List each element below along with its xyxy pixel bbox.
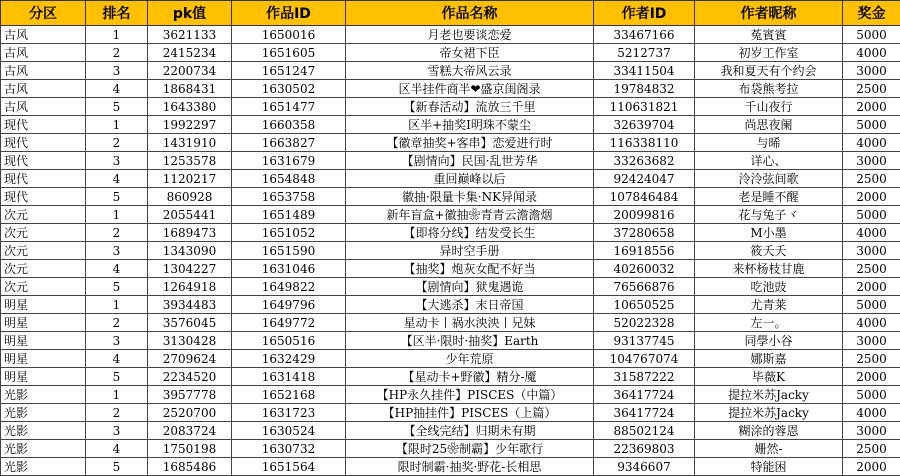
- cell-author-id: 32639704: [594, 116, 695, 134]
- table-row: [1, 62, 900, 80]
- table-row: [1, 458, 900, 476]
- cell-division: 现代: [1, 170, 86, 188]
- cell-work-id: 1632429: [232, 350, 346, 368]
- cell-rank: 4: [86, 350, 148, 368]
- cell-division: 古风: [1, 80, 86, 98]
- table-row: [1, 242, 900, 260]
- cell-work-id: 1649796: [232, 296, 346, 314]
- cell-rank: 3: [86, 62, 148, 80]
- cell-prize: 3000: [843, 152, 900, 170]
- cell-work-id: 1631046: [232, 260, 346, 278]
- table-row: [1, 116, 900, 134]
- cell-author-id: 92424047: [594, 170, 695, 188]
- cell-rank: 3: [86, 422, 148, 440]
- table-row: [1, 44, 900, 62]
- cell-author-name: 糊涂的蓉恩: [695, 422, 843, 440]
- cell-work-id: 1630502: [232, 80, 346, 98]
- cell-author-name: 吃池豉: [695, 278, 843, 296]
- cell-division: 光影: [1, 458, 86, 476]
- cell-division: 明星: [1, 296, 86, 314]
- header-row: [1, 1, 900, 26]
- cell-author-id: 36417724: [594, 404, 695, 422]
- cell-pk-value: 2415234: [148, 44, 232, 62]
- cell-work-id: 1630732: [232, 440, 346, 458]
- cell-rank: 2: [86, 134, 148, 152]
- cell-work-id: 1654848: [232, 170, 346, 188]
- cell-author-id: 40260032: [594, 260, 695, 278]
- cell-division: 古风: [1, 62, 86, 80]
- cell-rank: 3: [86, 242, 148, 260]
- cell-rank: 3: [86, 152, 148, 170]
- cell-division: 光影: [1, 404, 86, 422]
- cell-prize: 2500: [843, 80, 900, 98]
- cell-author-id: 33263682: [594, 152, 695, 170]
- cell-rank: 5: [86, 278, 148, 296]
- cell-prize: 2000: [843, 368, 900, 386]
- cell-rank: 1: [86, 296, 148, 314]
- cell-rank: 4: [86, 170, 148, 188]
- cell-work-name: 限时制霸·抽奖·野花-长相思: [346, 458, 594, 476]
- cell-work-id: 1650516: [232, 332, 346, 350]
- cell-pk-value: 1868431: [148, 80, 232, 98]
- cell-author-name: 初岁工作室: [695, 44, 843, 62]
- cell-work-name: 【区半·限时·抽奖】Earth: [346, 332, 594, 350]
- cell-prize: 2500: [843, 440, 900, 458]
- cell-prize: 4000: [843, 134, 900, 152]
- cell-pk-value: 3130428: [148, 332, 232, 350]
- table-header: [1, 1, 900, 26]
- cell-division: 明星: [1, 332, 86, 350]
- table-row: [1, 260, 900, 278]
- cell-rank: 4: [86, 440, 148, 458]
- cell-pk-value: 1120217: [148, 170, 232, 188]
- cell-work-name: 【新春活动】流放三千里: [346, 98, 594, 116]
- cell-work-id: 1660358: [232, 116, 346, 134]
- cell-prize: 5000: [843, 116, 900, 134]
- cell-pk-value: 1264918: [148, 278, 232, 296]
- header-division: 分区: [1, 1, 86, 26]
- cell-rank: 5: [86, 368, 148, 386]
- cell-work-name: 区半挂件商半❤盛京闺阁录: [346, 80, 594, 98]
- table-body: [1, 26, 900, 476]
- cell-division: 古风: [1, 98, 86, 116]
- table-row: [1, 170, 900, 188]
- cell-work-name: 异时空手册: [346, 242, 594, 260]
- cell-work-name: 帝女裙下臣: [346, 44, 594, 62]
- table-row: [1, 188, 900, 206]
- cell-division: 现代: [1, 116, 86, 134]
- cell-author-id: 31587222: [594, 368, 695, 386]
- cell-prize: 2000: [843, 98, 900, 116]
- cell-author-id: 37280658: [594, 224, 695, 242]
- cell-author-name: 毕薇K: [695, 368, 843, 386]
- cell-author-id: 107846484: [594, 188, 695, 206]
- cell-work-name: 【全线完结】归期未有期: [346, 422, 594, 440]
- cell-author-name: 详心、: [695, 152, 843, 170]
- cell-work-id: 1650016: [232, 26, 346, 44]
- cell-work-id: 1631418: [232, 368, 346, 386]
- table-row: [1, 26, 900, 44]
- cell-author-name: 娜斯嘉: [695, 350, 843, 368]
- cell-rank: 5: [86, 98, 148, 116]
- cell-author-name: M小墨: [695, 224, 843, 242]
- header-prize: 奖金: [843, 1, 900, 26]
- table-row: [1, 224, 900, 242]
- cell-division: 古风: [1, 44, 86, 62]
- cell-rank: 2: [86, 314, 148, 332]
- cell-prize: 2500: [843, 170, 900, 188]
- cell-prize: 5000: [843, 206, 900, 224]
- table-row: [1, 98, 900, 116]
- cell-division: 光影: [1, 386, 86, 404]
- cell-rank: 1: [86, 116, 148, 134]
- cell-work-id: 1651489: [232, 206, 346, 224]
- cell-work-name: 重回巅峰以后: [346, 170, 594, 188]
- cell-prize: 2500: [843, 350, 900, 368]
- cell-prize: 4000: [843, 314, 900, 332]
- cell-division: 现代: [1, 134, 86, 152]
- cell-work-name: 【HP抽挂件】PISCES（上篇）: [346, 404, 594, 422]
- cell-author-name: 来杯杨枝甘鹿: [695, 260, 843, 278]
- cell-pk-value: 1750198: [148, 440, 232, 458]
- cell-author-id: 88502124: [594, 422, 695, 440]
- cell-pk-value: 2709624: [148, 350, 232, 368]
- cell-author-name: 菟賓賓: [695, 26, 843, 44]
- cell-prize: 5000: [843, 386, 900, 404]
- cell-division: 明星: [1, 314, 86, 332]
- cell-division: 次元: [1, 278, 86, 296]
- cell-author-name: 提拉米苏Jacky: [695, 386, 843, 404]
- cell-author-name: 千山夜行: [695, 98, 843, 116]
- cell-work-name: 【大逃杀】末日帝国: [346, 296, 594, 314]
- header-author-name: 作者昵称: [695, 1, 843, 26]
- cell-rank: 2: [86, 224, 148, 242]
- cell-division: 次元: [1, 242, 86, 260]
- header-author-id: 作者ID: [594, 1, 695, 26]
- cell-division: 光影: [1, 440, 86, 458]
- cell-author-id: 33411504: [594, 62, 695, 80]
- table-row: [1, 80, 900, 98]
- cell-author-name: 与晞: [695, 134, 843, 152]
- table-row: [1, 152, 900, 170]
- cell-author-id: 36417724: [594, 386, 695, 404]
- table-row: [1, 422, 900, 440]
- cell-work-name: 【即将分线】结发受长生: [346, 224, 594, 242]
- table-row: [1, 314, 900, 332]
- cell-author-name: 同學小谷: [695, 332, 843, 350]
- cell-prize: 2000: [843, 458, 900, 476]
- cell-work-id: 1652168: [232, 386, 346, 404]
- cell-work-id: 1631679: [232, 152, 346, 170]
- cell-rank: 4: [86, 260, 148, 278]
- cell-author-id: 116338110: [594, 134, 695, 152]
- cell-pk-value: 860928: [148, 188, 232, 206]
- table-row: [1, 296, 900, 314]
- cell-author-name: 花与兔子ヾ: [695, 206, 843, 224]
- cell-prize: 4000: [843, 224, 900, 242]
- cell-author-name: 尚思夜阑: [695, 116, 843, 134]
- cell-pk-value: 2055441: [148, 206, 232, 224]
- cell-author-name: 姗然-: [695, 440, 843, 458]
- cell-author-id: 10650525: [594, 296, 695, 314]
- cell-rank: 1: [86, 26, 148, 44]
- table-row: [1, 332, 900, 350]
- cell-pk-value: 3957778: [148, 386, 232, 404]
- cell-author-name: 筱夭夭: [695, 242, 843, 260]
- cell-author-id: 93137745: [594, 332, 695, 350]
- cell-prize: 5000: [843, 26, 900, 44]
- cell-pk-value: 3934483: [148, 296, 232, 314]
- cell-division: 古风: [1, 26, 86, 44]
- cell-work-name: 【剧情向】民国·乱世芳华: [346, 152, 594, 170]
- cell-division: 次元: [1, 260, 86, 278]
- cell-pk-value: 1685486: [148, 458, 232, 476]
- cell-prize: 5000: [843, 296, 900, 314]
- cell-prize: 3000: [843, 422, 900, 440]
- cell-rank: 3: [86, 332, 148, 350]
- cell-prize: 4000: [843, 404, 900, 422]
- cell-author-name: 左一。: [695, 314, 843, 332]
- cell-pk-value: 1689473: [148, 224, 232, 242]
- cell-division: 次元: [1, 206, 86, 224]
- cell-work-name: 徽抽·限量卡集·NK异闻录: [346, 188, 594, 206]
- cell-work-id: 1630524: [232, 422, 346, 440]
- table-row: [1, 404, 900, 422]
- cell-author-name: 老是睡不醒: [695, 188, 843, 206]
- cell-division: 明星: [1, 368, 86, 386]
- cell-pk-value: 1643380: [148, 98, 232, 116]
- cell-work-name: 区半+抽奖I明珠不蒙尘: [346, 116, 594, 134]
- cell-rank: 2: [86, 44, 148, 62]
- cell-prize: 2500: [843, 260, 900, 278]
- cell-pk-value: 2520700: [148, 404, 232, 422]
- cell-author-id: 33467166: [594, 26, 695, 44]
- cell-author-name: 尤青莱: [695, 296, 843, 314]
- cell-prize: 4000: [843, 44, 900, 62]
- cell-work-name: 新年盲盒+徽抽❀青青云澹澹烟: [346, 206, 594, 224]
- cell-division: 现代: [1, 152, 86, 170]
- cell-author-name: 提拉米苏Jacky: [695, 404, 843, 422]
- cell-work-id: 1651590: [232, 242, 346, 260]
- cell-author-id: 5212737: [594, 44, 695, 62]
- cell-rank: 5: [86, 188, 148, 206]
- cell-rank: 4: [86, 80, 148, 98]
- cell-rank: 1: [86, 386, 148, 404]
- table-row: [1, 440, 900, 458]
- cell-work-id: 1653758: [232, 188, 346, 206]
- header-work-id: 作品ID: [232, 1, 346, 26]
- cell-work-name: 【徽章抽奖+客串】恋爱进行时: [346, 134, 594, 152]
- cell-division: 次元: [1, 224, 86, 242]
- header-pk-value: pk值: [148, 1, 232, 26]
- cell-author-id: 16918556: [594, 242, 695, 260]
- cell-author-id: 19784832: [594, 80, 695, 98]
- cell-author-id: 76566876: [594, 278, 695, 296]
- cell-author-id: 110631821: [594, 98, 695, 116]
- cell-prize: 3000: [843, 62, 900, 80]
- cell-pk-value: 3621133: [148, 26, 232, 44]
- cell-prize: 2000: [843, 188, 900, 206]
- cell-work-id: 1631723: [232, 404, 346, 422]
- cell-work-name: 【剧情向】狱鬼遇诡: [346, 278, 594, 296]
- cell-pk-value: 1992297: [148, 116, 232, 134]
- cell-work-name: 【星动卡+野徽】精分-魇: [346, 368, 594, 386]
- table-row: [1, 350, 900, 368]
- cell-pk-value: 1253578: [148, 152, 232, 170]
- header-work-name: 作品名称: [346, 1, 594, 26]
- cell-work-id: 1649822: [232, 278, 346, 296]
- cell-author-id: 52022328: [594, 314, 695, 332]
- cell-work-name: 【HP永久挂件】PISCES（中篇）: [346, 386, 594, 404]
- cell-work-name: 雪糕大帝风云录: [346, 62, 594, 80]
- cell-author-id: 104767074: [594, 350, 695, 368]
- cell-work-name: 月老也要谈恋爱: [346, 26, 594, 44]
- table-row: [1, 386, 900, 404]
- cell-prize: 3000: [843, 332, 900, 350]
- cell-work-id: 1649772: [232, 314, 346, 332]
- cell-author-id: 20099816: [594, 206, 695, 224]
- header-rank: 排名: [86, 1, 148, 26]
- table-row: [1, 134, 900, 152]
- cell-rank: 5: [86, 458, 148, 476]
- cell-work-id: 1651564: [232, 458, 346, 476]
- cell-author-id: 22369803: [594, 440, 695, 458]
- cell-pk-value: 2083724: [148, 422, 232, 440]
- table-row: [1, 368, 900, 386]
- cell-author-name: 泠泠弦间歌: [695, 170, 843, 188]
- table-row: [1, 278, 900, 296]
- table-row: [1, 206, 900, 224]
- cell-pk-value: 2200734: [148, 62, 232, 80]
- cell-work-id: 1651477: [232, 98, 346, 116]
- cell-prize: 2000: [843, 278, 900, 296]
- cell-division: 现代: [1, 188, 86, 206]
- cell-rank: 1: [86, 206, 148, 224]
- cell-author-name: 特能困: [695, 458, 843, 476]
- cell-prize: 3000: [843, 242, 900, 260]
- cell-author-name: 布袋熊考拉: [695, 80, 843, 98]
- cell-work-id: 1651247: [232, 62, 346, 80]
- cell-work-id: 1651052: [232, 224, 346, 242]
- cell-work-id: 1651605: [232, 44, 346, 62]
- cell-division: 明星: [1, 350, 86, 368]
- cell-division: 光影: [1, 422, 86, 440]
- cell-work-id: 1663827: [232, 134, 346, 152]
- cell-pk-value: 2234520: [148, 368, 232, 386]
- cell-pk-value: 1431910: [148, 134, 232, 152]
- cell-pk-value: 1343090: [148, 242, 232, 260]
- cell-work-name: 【限时25❀制霸】少年歌行: [346, 440, 594, 458]
- cell-pk-value: 1304227: [148, 260, 232, 278]
- cell-work-name: 星动卡丨祸水泱泱丨兄妹: [346, 314, 594, 332]
- cell-work-name: 【抽奖】炮灰女配不好当: [346, 260, 594, 278]
- cell-work-name: 少年荒原: [346, 350, 594, 368]
- cell-pk-value: 3576045: [148, 314, 232, 332]
- cell-rank: 2: [86, 404, 148, 422]
- cell-author-name: 我和夏天有个约会: [695, 62, 843, 80]
- cell-author-id: 9346607: [594, 458, 695, 476]
